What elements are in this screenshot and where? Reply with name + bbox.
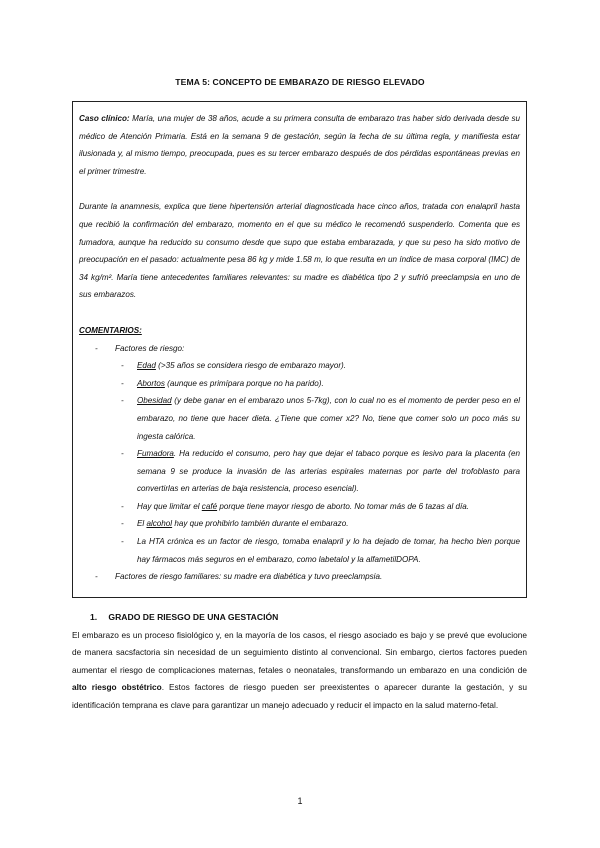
risk-item-smoker: - Fumadora. Ha reducido el consumo, pero hay que dejar el tabaco porque es lesivo para la placenta (en semana 9 se produce la invasión de las arterias espirales maternas por parte del trofoblasto para convertirlas en arterias de baja resistencia, proceso esencial).	[79, 445, 520, 498]
risk-item-hta: - La HTA crónica es un factor de riesgo, tomaba enalapril y lo ha dejado de tomar, ha hecho bien porque hay fármacos más seguros en el embarazo, como labetalol y la alfametilDOPA.	[79, 533, 520, 568]
risk-item-abortions: - Abortos (aunque es primípara porque no ha parido).	[79, 375, 520, 393]
section-heading	[72, 612, 527, 622]
page-number: 1	[297, 796, 303, 806]
case-label: Caso clínico:	[79, 114, 130, 123]
case-paragraph-2: Durante la anamnesis, explica que tiene hipertensión arterial diagnosticada hace cinco años, tratada con enalapril hasta que recibió la confirmación del embarazo, momento en el que su médico le recomendó suspenderlo. Comenta que es fumadora, aunque ha reducido su consumo desde que supo que estaba embarazada, y que su peso ha sido motivo de preocupación en el pasado: actualmente pesa 86 kg y mide 1.58 m, lo que resulta en un índice de masa corporal (IMC) de 34 kg/m². María tiene antecedentes familiares relevantes: su madre es diabética tipo 2 y sufrió preeclampsia en uno de sus embarazos.	[79, 202, 520, 300]
risk-item-alcohol: - El alcohol hay que prohibirlo también durante el embarazo.	[79, 515, 520, 533]
section-number: 1.	[90, 612, 98, 622]
risk-factors-label: Factores de riesgo:	[115, 343, 185, 353]
page-title: TEMA 5: CONCEPTO DE EMBARAZO DE RIESGO ELEVADO	[175, 77, 425, 87]
risk-item-coffee: - Hay que limitar el café porque tiene mayor riesgo de aborto. No tomar más de 6 tazas al día.	[79, 498, 520, 516]
case-text-1: María, una mujer de 38 años, acude a su primera consulta de embarazo tras haber sido derivada desde su médico de Atención Primaria. Está en la semana 9 de gestación, según la fecha de su última regla, y manifiesta estar ilusionada y, al mismo tiempo, preocupada, pues es su tercer embarazo después de dos pérdidas espontáneas previas en el primer trimestre.	[79, 114, 521, 176]
risk-factors-item	[79, 340, 520, 358]
risk-item-obesity: - Obesidad (y debe ganar en el embarazo unos 5-7kg), con lo cual no es el momento de perder peso en el embarazo, no tiene que hacer dieta. ¿Tiene que comer x2? No, tiene que comer solo un poco más su ingesta calórica.	[79, 392, 520, 445]
comments-heading: COMENTARIOS:	[79, 325, 142, 335]
section-risk-grade	[72, 612, 527, 714]
clinical-case-box	[72, 101, 527, 598]
case-paragraph-1	[79, 110, 520, 180]
section-paragraph: El embarazo es un proceso fisiológico y, en la mayoría de los casos, el riesgo asociado es bajo y se prevé que evolucione de manera sacsfactoria sin necesidad de un seguimiento distinto al convencional. Sin embargo, ciertos factores pueden aumentar el riesgo de complicaciones maternas, fetales o neonatales, transformando un embarazo en una condición de alto riesgo obstétrico. Estos factores de riesgo pueden ser preexistentes o aparecer durante la gestación, y su identificación temprana es clave para garantizar un manejo adecuado y reducir el impacto en la salud materno-fetal.	[72, 630, 528, 710]
comments-list	[79, 340, 520, 358]
highlight-high-risk: alto riesgo obstétrico	[72, 682, 162, 693]
family-risk-item: - Factores de riesgo familiares: su madre era diabética y tuvo preeclampsia.	[79, 568, 520, 586]
section-heading-text: GRADO DE RIESGO DE UNA GESTACIÓN	[108, 612, 279, 622]
risk-factors-list	[79, 357, 520, 568]
risk-item-age: - Edad (>35 años se considera riesgo de embarazo mayor).	[79, 357, 520, 375]
family-list	[79, 568, 520, 586]
